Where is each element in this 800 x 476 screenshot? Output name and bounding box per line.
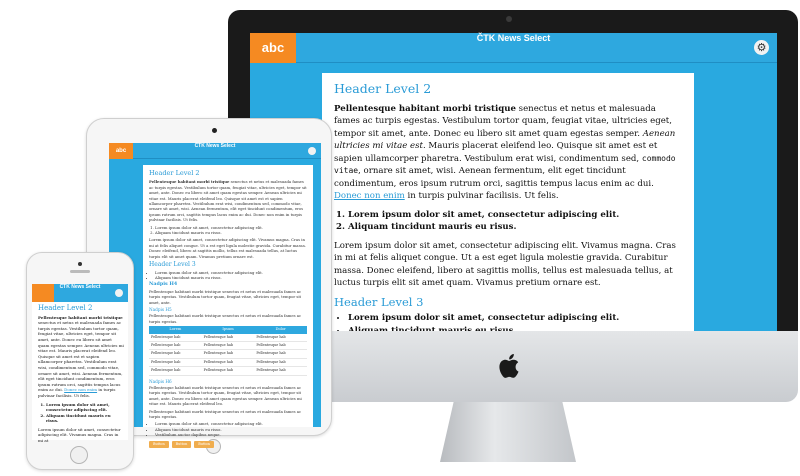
- article-paragraph: Lorem ipsum dolor sit amet, consectetur adipiscing elit. Vivamus magna. Cras in mi at felis aliquet congue. Ut a est eget ligula molestie gravida. Curabitur massa. Donec eleifend, libero at sagittis mollis, tellus est malesuada tellus, at luctus turpis elit sit amet quam. Vivamus pretium ornare est.: [149, 237, 306, 259]
- gear-icon[interactable]: [115, 289, 123, 297]
- ordered-list: [334, 209, 682, 234]
- ordered-list: [38, 402, 124, 424]
- list-item: • Lorem ipsum dolor sit amet, consectetur adipiscing elit.: [155, 421, 307, 426]
- list-item: 2. Aliquam tincidunt mauris eu risus.: [155, 230, 307, 235]
- article-content: [322, 73, 694, 373]
- paragraph-link[interactable]: Donec non enim: [334, 191, 405, 201]
- table-cell: Pellentesque hab: [149, 358, 202, 366]
- table-cell: Pellentesque hab: [202, 367, 255, 375]
- article-paragraph: Lorem ipsum dolor sit amet, consectetur adipiscing elit. Vivamus magna. Cras in mi at: [38, 426, 121, 444]
- article-paragraph: [38, 315, 124, 399]
- table-header: Ipsum: [202, 326, 255, 333]
- sample-button[interactable]: Button: [194, 441, 214, 448]
- paragraph-text: senectus et netus et malesuada fames ac turpis egestas. Vestibulum tortor quam, feugiat vitae, ultricies eget, tempor sit amet, ante. Donec eu libero sit amet quam egestas semper. Aenean ultricies mi vitae est. Mauris placerat eleifend leo. Quisque sit amet est et sapien ullamcorper pharetra. Vestibulum erat wisi, condimentum sed, commodo vitae, ornare sit amet, wisi. Aenean fermentum, elit eget tincidunt condimentum, eros ipsum rutrum orci, sagittis tempus lacus enim ac dui. Donec non enim in turpis pulvinar facilisis. Ut felis.: [149, 179, 307, 223]
- button-row: [149, 441, 307, 448]
- app-logo[interactable]: abc: [109, 143, 133, 159]
- article-paragraph: Pellentesque habitant morbi tristique senectus et netus et malesuada fames ac turpis egestas.: [149, 313, 302, 324]
- iphone-speaker: [70, 270, 90, 273]
- list-item: 1. Lorem ipsum dolor sit amet, consectetur adipiscing elit.: [348, 209, 682, 222]
- gear-icon[interactable]: ⚙: [754, 40, 769, 55]
- heading-level-3: Header Level 3: [149, 261, 196, 269]
- article-paragraph: [334, 103, 682, 203]
- list-item: • Vestibulum auctor dapibus neque.: [155, 432, 307, 437]
- list-item: • Lorem ipsum dolor sit amet, consectetur adipiscing elit.: [155, 270, 307, 275]
- heading-level-6: Nadpis H6: [149, 378, 172, 384]
- list-item: 1. Lorem ipsum dolor sit amet, consectetur adipiscing elit.: [46, 402, 124, 413]
- unordered-list: [149, 421, 307, 437]
- article-content: [38, 304, 124, 444]
- article-paragraph: Pellentesque habitant morbi tristique senectus et netus et malesuada fames ac turpis egestas.: [149, 408, 302, 420]
- table-cell: Pellentesque hab: [149, 350, 202, 358]
- paragraph-bold: Pellentesque habitant morbi tristique: [334, 103, 516, 114]
- list-item: • Lorem ipsum dolor sit amet, consectetur adipiscing elit.: [348, 312, 682, 325]
- table-row: [149, 367, 307, 375]
- paragraph-text: senectus et netus et malesuada fames ac turpis egestas. Vestibulum tortor quam, feugiat vitae, ultricies eget, tempor sit amet, ante. Donec eu libero sit amet quam egestas semper.: [334, 103, 672, 139]
- table-cell: Pellentesque hab: [149, 341, 202, 349]
- ipad-camera: [212, 128, 217, 133]
- table-cell: Pellentesque hab: [254, 341, 307, 349]
- paragraph-text: in turpis pulvinar facilisis. Ut felis.: [404, 191, 559, 201]
- ipad-screen: [109, 143, 321, 446]
- paragraph-text: in turpis pulvinar facilisis. Ut felis.: [38, 387, 116, 398]
- app-title: ČTK News Select: [59, 284, 101, 290]
- table-row: [149, 350, 307, 358]
- iphone-camera: [78, 262, 82, 266]
- apple-logo-icon: [496, 352, 520, 380]
- table-row: [149, 358, 307, 366]
- data-table: [149, 326, 307, 375]
- table-cell: Pellentesque hab: [254, 358, 307, 366]
- list-item: • Aliquam tincidunt mauris eu risus.: [155, 427, 307, 432]
- heading-level-4: Nadpis H4: [149, 281, 178, 288]
- list-item: 2. Aliquam tincidunt mauris eu risus.: [46, 413, 124, 424]
- app-title: ČTK News Select: [476, 33, 551, 43]
- article-content: [143, 165, 313, 446]
- iphone-screen: [32, 284, 128, 444]
- paragraph-bold: Pellentesque habitant morbi tristique: [38, 314, 123, 320]
- imac-camera: [506, 16, 512, 22]
- paragraph-italic: Aenean ultricies mi vitae est.: [334, 128, 676, 151]
- table-cell: Pellentesque hab: [149, 334, 202, 342]
- app-header-bar: [109, 143, 321, 159]
- article-paragraph: Pellentesque habitant morbi tristique senectus et netus et malesuada fames ac turpis egestas. Vestibulum tortor quam, feugiat vitae, ultricies eget, tempor sit amet, ante.: [149, 288, 302, 305]
- paragraph-link[interactable]: Donec non enim: [64, 387, 98, 393]
- article-paragraph: Pellentesque habitant morbi tristique senectus et netus et malesuada fames ac turpis egestas. Vestibulum tortor quam, feugiat vitae, ultricies eget, tempor sit amet, ante. Donec eu libero sit amet quam egestas semper. Aenean ultricies mi vitae est. Mauris placerat eleifend leo.: [149, 385, 302, 407]
- app-header-bar: [32, 284, 128, 302]
- heading-level-3: Header Level 3: [334, 294, 424, 309]
- table-cell: Pellentesque hab: [149, 367, 202, 375]
- app-header-bar: [250, 33, 777, 63]
- article-paragraph: [149, 179, 307, 222]
- app-title: ČTK News Select: [194, 143, 236, 149]
- paragraph-text: , ornare sit amet, wisi. Aenean fermentum, elit eget tincidunt condimentum, eros ipsum rutrum orci, sagittis tempus lacus enim ac dui.: [334, 166, 654, 189]
- ordered-list: [149, 225, 307, 236]
- table-header: Lorem: [149, 326, 202, 333]
- heading-level-2: Header Level 2: [334, 81, 432, 96]
- imac-stand: [440, 402, 576, 462]
- unordered-list: [149, 270, 307, 281]
- list-item: • Aliquam tincidunt mauris eu risus.: [155, 275, 307, 280]
- table-row: [149, 341, 307, 349]
- list-item: 2. Aliquam tincidunt mauris eu risus.: [348, 221, 682, 234]
- table-cell: Pellentesque hab: [202, 341, 255, 349]
- sample-button[interactable]: Button: [172, 441, 192, 448]
- table-cell: Pellentesque hab: [202, 358, 255, 366]
- table-row: [149, 334, 307, 342]
- iphone-home-button[interactable]: [70, 446, 88, 464]
- paragraph-bold: Pellentesque habitant morbi tristique: [149, 179, 230, 185]
- heading-level-2: Header Level 2: [149, 169, 200, 177]
- heading-level-2: Header Level 2: [38, 304, 93, 312]
- list-item: 1. Lorem ipsum dolor sit amet, consectetur adipiscing elit.: [155, 225, 307, 230]
- app-logo[interactable]: abc: [250, 33, 296, 63]
- table-cell: Pellentesque hab: [254, 350, 307, 358]
- paragraph-code: commodo vitae: [334, 153, 676, 175]
- sample-button[interactable]: Button: [149, 441, 169, 448]
- heading-level-5: Nadpis H5: [149, 306, 172, 312]
- table-header: Dolor: [254, 326, 307, 333]
- table-cell: Pellentesque hab: [202, 350, 255, 358]
- table-cell: Pellentesque hab: [202, 334, 255, 342]
- table-cell: Pellentesque hab: [254, 334, 307, 342]
- article-paragraph: Lorem ipsum dolor sit amet, consectetur adipiscing elit. Vivamus magna. Cras in mi at felis aliquet congue. Ut a est eget ligula molestie gravida. Curabitur massa. Donec eleifend, libero at sagittis mollis, tellus est malesuada tellus, at luctus turpis elit sit amet quam. Vivamus pretium ornare est.: [334, 240, 676, 288]
- gear-icon[interactable]: [308, 147, 316, 155]
- table-cell: Pellentesque hab: [254, 367, 307, 375]
- paragraph-text: senectus et netus et malesuada fames ac turpis egestas. Vestibulum tortor quam, feugiat vitae, ultricies eget, tempor sit amet, ante. Donec eu libero sit amet quam egestas semper. Aenean ultricies mi vitae est. Mauris placerat eleifend leo. Quisque sit amet est et sapien ullamcorper pharetra. Vestibulum erat wisi, condimentum sed, commodo vitae, ornare sit amet, wisi. Aenean fermentum, elit eget tincidunt condimentum, eros ipsum rutrum orci, sagittis tempus lacus enim ac dui.: [38, 320, 124, 393]
- paragraph-text: Mauris placerat eleifend leo. Quisque sit amet est et sapien ullamcorper pharetra. Vestibulum erat wisi, condimentum sed,: [334, 141, 658, 164]
